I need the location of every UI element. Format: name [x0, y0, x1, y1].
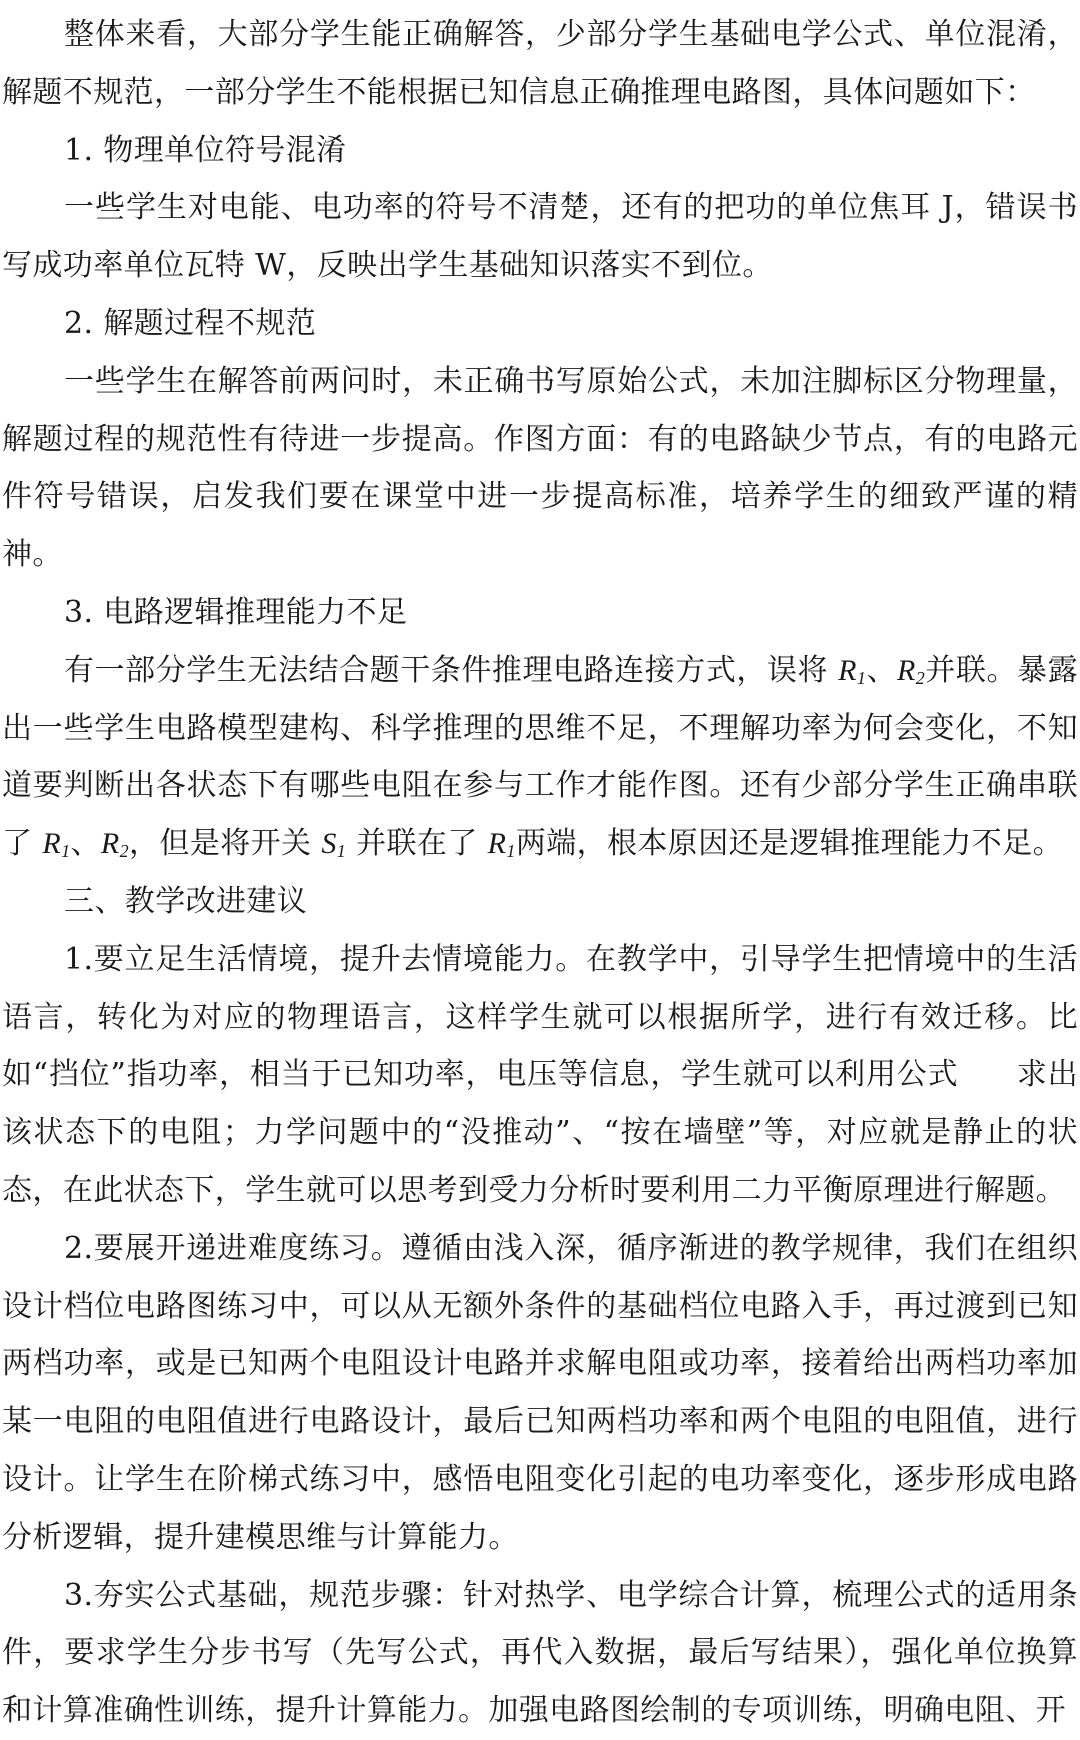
paragraph-suggestion-3: 3.夯实公式基础，规范步骤：针对热学、电学综合计算，梳理公式的适用条件，要求学生分步书写（先写公式，再代入数据，最后写结果），强化单位换算和计算准确性训练，提升计算能力。加强电路图绘制的专项训练，明确电阻、开	[2, 1577, 1078, 1729]
heading-unit-confusion: 1. 物理单位符号混淆	[64, 132, 347, 168]
heading-nonstandard-process: 2. 解题过程不规范	[64, 305, 317, 341]
symbol-s1: $S_1$	[321, 827, 347, 862]
symbol-r1: $R_1$	[838, 653, 867, 688]
symbol-r1: $R_1$	[487, 827, 516, 862]
heading-teaching-suggestions: 三、教学改进建议	[64, 883, 308, 919]
symbol-r2: $R_2$	[100, 827, 130, 862]
text-segment: 1.要立足生活情境，提升去情境能力。在教学中，引导学生把情境中的生活语言，转化为对应的物理语言，这样学生就可以根据所学，进行有效迁移。比如“挡位”指功率，相当于已知功率，电压等信息，学生就可以利用公式	[2, 941, 1078, 1093]
paragraph-suggestion-1	[0, 931, 1080, 1220]
text-segment: 求出该状态下的电阻；力学问题中的“没推动”、“按在墙壁”等，对应就是静止的状态，在此状态下，学生就可以思考到受力分析时要利用二力平衡原理进行解题。	[2, 1057, 1078, 1208]
paragraph-unit-confusion: 一些学生对电能、电功率的符号不清楚，还有的把功的单位焦耳 J，错误书写成功率单位瓦特 W，反映出学生基础知识落实不到位。	[2, 190, 1078, 284]
paragraph-nonstandard-process: 一些学生在解答前两问时，未正确书写原始公式，未加注脚标区分物理量，解题过程的规范性有待进一步提高。作图方面：有的电路缺少节点，有的电路元件符号错误，启发我们要在课堂中进一步提高标准，培养学生的细致严谨的精神。	[2, 363, 1078, 573]
text-segment: 有一部分学生无法结合题干条件推理电路连接方式，误将	[64, 652, 839, 688]
text-segment: 并联。暴露出一些学生电路模型建构、科学推理的思维不足，不理解功率为何会变化，不知道要判断出各状态下有哪些电阻在参与工作才能作图。还有少部分学生正确串联了	[2, 652, 1079, 862]
symbol-r2: $R_2$	[897, 653, 926, 688]
paragraph-circuit-reasoning	[0, 642, 1080, 873]
text-segment: 并联在了	[346, 826, 488, 862]
text-segment: ，但是将开关	[129, 826, 322, 862]
text-segment: 、	[866, 652, 898, 688]
paragraph-overview: 整体来看，大部分学生能正确解答，少部分学生基础电学公式、单位混淆，解题不规范，一部分学生不能根据已知信息正确推理电路图，具体问题如下：	[2, 17, 1078, 110]
text-segment: 两端，根本原因还是逻辑推理能力不足。	[515, 826, 1064, 862]
text-segment: 、	[70, 826, 101, 862]
symbol-r1: $R_1$	[42, 827, 71, 862]
heading-circuit-reasoning: 3. 电路逻辑推理能力不足	[64, 594, 408, 630]
paragraph-suggestion-2: 2.要展开递进难度练习。遵循由浅入深，循序渐进的教学规律，我们在组织设计档位电路图练习中，可以从无额外条件的基础档位电路入手，再过渡到已知两档功率，或是已知两个电阻设计电路并求解电阻或功率，接着给出两档功率加某一电阻的电阻值进行电路设计，最后已知两档功率和两个电阻的电阻值，进行设计。让学生在阶梯式练习中，感悟电阻变化引起的电功率变化，逐步形成电路分析逻辑，提升建模思维与计算能力。	[2, 1230, 1078, 1555]
